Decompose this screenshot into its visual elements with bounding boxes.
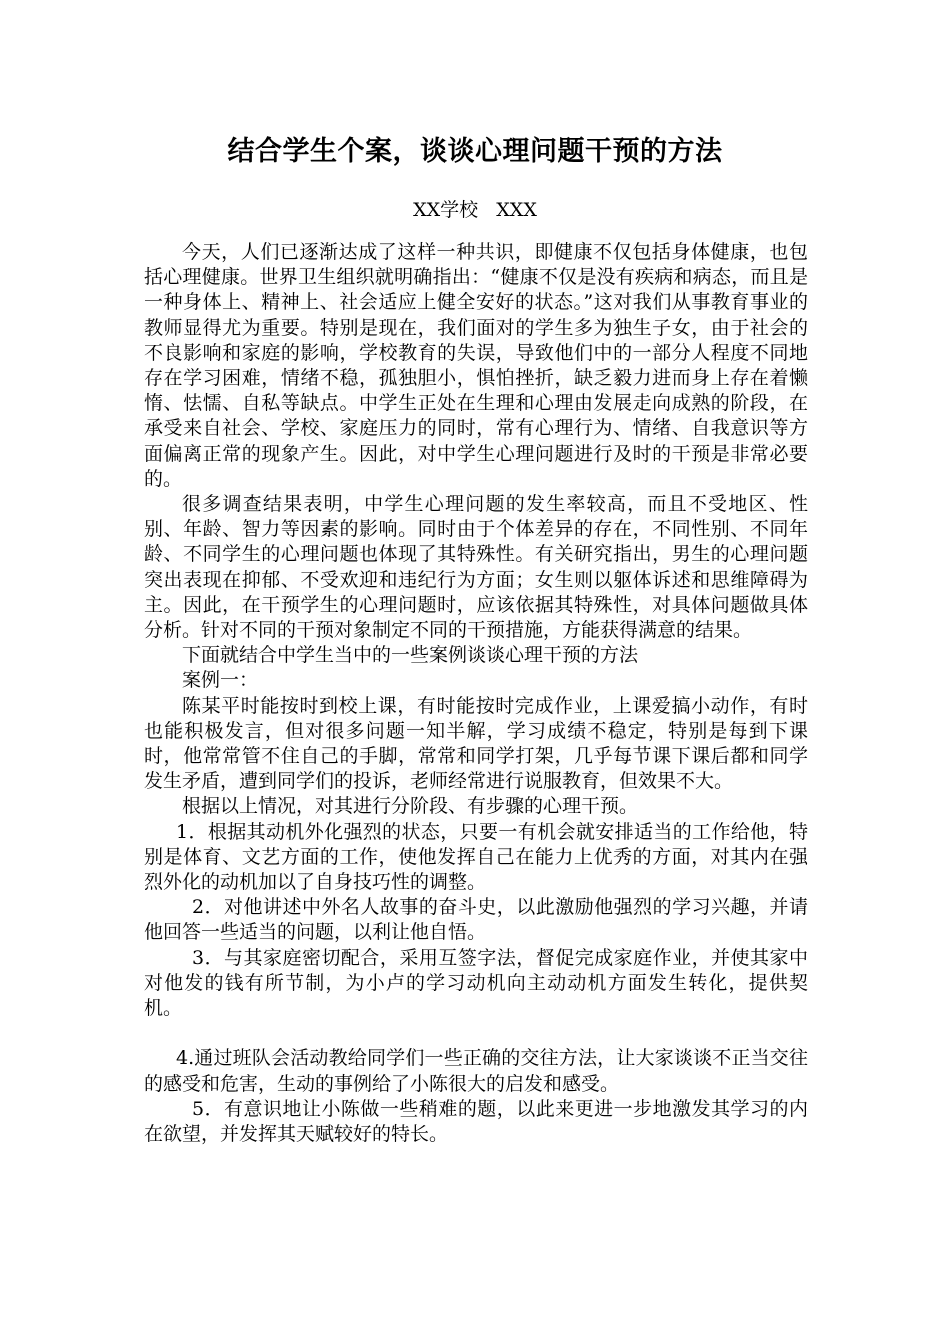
intervention-step-1: 1．根据其动机外化强烈的状态，只要一有机会就安排适当的工作给他，特别是体育、文艺方面的工作，使他发挥自己在能力上优秀的方面，对其内在强烈外化的动机加以了自身技巧性的调整。: [144, 820, 808, 894]
intervention-step-5: 5．有意识地让小陈做一些稍难的题，以此来更进一步地激发其学习的内在欲望，并发挥其天赋较好的特长。: [144, 1097, 808, 1145]
document-title: 结合学生个案，谈谈心理问题干预的方法: [227, 136, 723, 167]
intervention-intro-paragraph: 根据以上情况，对其进行分阶段、有步骤的心理干预。: [182, 795, 639, 818]
case-description-paragraph: 陈某平时能按时到校上课，有时能按时完成作业，上课爱搞小动作，有时也能积极发言，但对很多问题一知半解，学习成绩不稳定，特别是每到下课时，他常常管不住自己的手脚，常常和同学打架，几乎每节课下课后都和同学发生矛盾，遭到同学们的投诉，老师经常进行说服教育，但效果不大。: [144, 694, 808, 793]
intervention-step-3: 3．与其家庭密切配合，采用互签字法，督促完成家庭作业，并使其家中对他发的钱有所节制，为小卢的学习动机向主动动机方面发生转化，提供契机。: [144, 946, 808, 1020]
intervention-step-4: 4.通过班队会活动教给同学们一些正确的交往方法，让大家谈谈不正当交往的感受和危害，生动的事例给了小陈很大的启发和感受。: [144, 1047, 808, 1095]
research-paragraph: 很多调查结果表明，中学生心理问题的发生率较高，而且不受地区、性别、年龄、智力等因素的影响。同时由于个体差异的存在，不同性别、不同年龄、不同学生的心理问题也体现了其特殊性。有关研究指出，男生的心理问题突出表现在抑郁、不受欢迎和违纪行为方面；女生则以躯体诉述和思维障碍为主。因此，在干预学生的心理问题时，应该依据其特殊性，对具体问题做具体分析。针对不同的干预对象制定不同的干预措施，方能获得满意的结果。: [144, 493, 808, 642]
transition-paragraph: 下面就结合中学生当中的一些案例谈谈心理干预的方法: [182, 644, 639, 667]
document-byline: XX学校 XXX: [413, 199, 537, 221]
case-heading: 案例一：: [182, 669, 259, 692]
intro-paragraph: 今天，人们已逐渐达成了这样一种共识，即健康不仅包括身体健康，也包括心理健康。世界卫生组织就明确指出：“健康不仅是没有疾病和病态，而且是一种身体上、精神上、社会适应上健全安好的状态。”这对我们从事教育事业的教师显得尤为重要。特别是现在，我们面对的学生多为独生子女，由于社会的不良影响和家庭的影响，学校教育的失误，导致他们中的一部分人程度不同地存在学习困难，情绪不稳，孤独胆小，惧怕挫折，缺乏毅力进而身上存在着懒惰、怯懦、自私等缺点。中学生正处在生理和心理由发展走向成熟的阶段，在承受来自社会、学校、家庭压力的同时，常有心理行为、情绪、自我意识等方面偏离正常的现象产生。因此，对中学生心理问题进行及时的干预是非常必要的。: [144, 241, 808, 490]
intervention-step-2: 2．对他讲述中外名人故事的奋斗史，以此激励他强烈的学习兴趣，并请他回答一些适当的问题，以利让他自悟。: [144, 896, 808, 944]
document-body: [144, 240, 808, 1147]
